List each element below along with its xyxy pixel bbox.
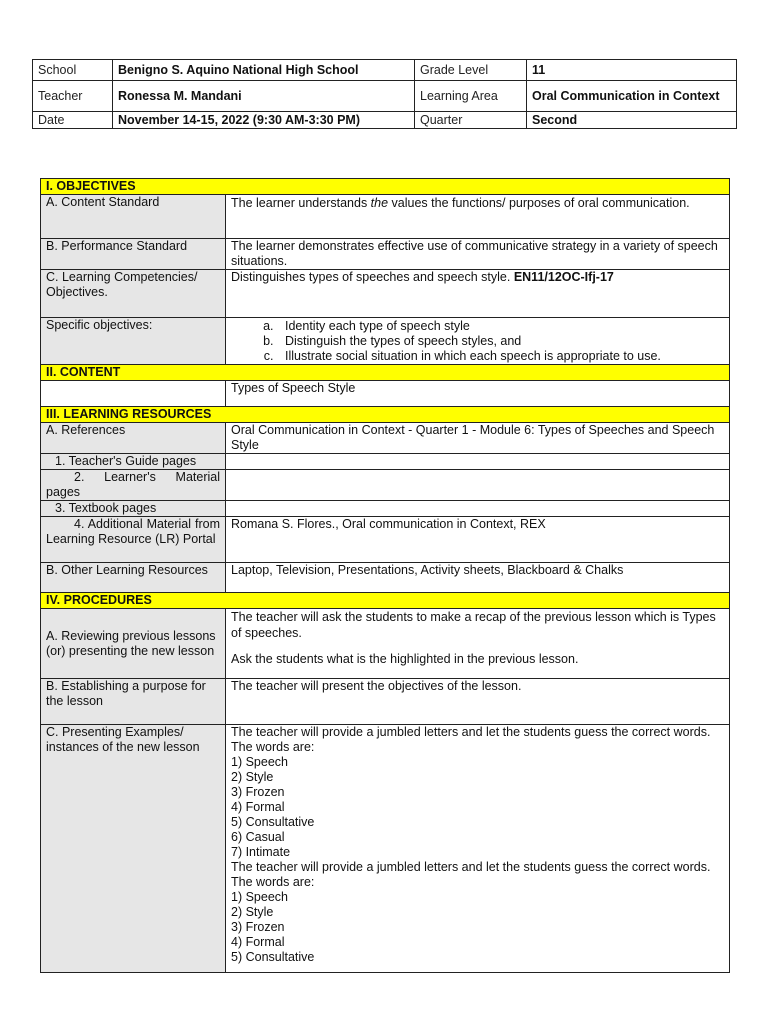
list-item: 4) Formal (231, 800, 285, 814)
list-item: 6) Casual (231, 830, 285, 844)
other-resources-label: B. Other Learning Resources (41, 563, 226, 593)
learning-area-value: Oral Communication in Context (527, 81, 737, 112)
quarter-value: Second (527, 112, 737, 129)
establishing-purpose-value: The teacher will present the objectives of the lesson. (226, 679, 730, 725)
list-item: 3) Frozen (231, 920, 285, 934)
learning-resources-heading: III. LEARNING RESOURCES (41, 407, 730, 423)
content-blank-cell (41, 381, 226, 407)
date-label: Date (33, 112, 113, 129)
quarter-label: Quarter (415, 112, 527, 129)
other-resources-value: Laptop, Television, Presentations, Activity sheets, Blackboard & Chalks (226, 563, 730, 593)
teacher-label: Teacher (33, 81, 113, 112)
teachers-guide-value (226, 454, 730, 470)
procedures-heading: IV. PROCEDURES (41, 593, 730, 609)
additional-material-label: 4. Additional Material from Learning Resource (LR) Portal (41, 517, 226, 563)
presenting-examples-value: The teacher will provide a jumbled letters and let the students guess the correct words. The words are: 1) Speech 2) Style 3) Frozen 4) Formal 5) Consultative 6) Casual 7) Intimate The teacher will provide a jumbled letters and let the students guess the correct words. The words are: 1) Speech 2) Style 3) Frozen 4) Formal 5) Consultative (226, 725, 730, 973)
references-label: A. References (41, 423, 226, 454)
content-value: Types of Speech Style (226, 381, 730, 407)
learners-material-label: 2. Learner's Material pages (41, 470, 226, 501)
learning-competencies-value: Distinguishes types of speeches and speech style. EN11/12OC-Ifj-17 (226, 270, 730, 318)
competency-code: EN11/12OC-Ifj-17 (513, 270, 614, 284)
list-item: 1) Speech (231, 890, 288, 904)
date-value: November 14-15, 2022 (9:30 AM-3:30 PM) (113, 112, 415, 129)
list-item: 5) Consultative (231, 950, 315, 964)
list-item: b. Distinguish the types of speech styles, and (277, 334, 724, 349)
school-label: School (33, 60, 113, 81)
grade-level-label: Grade Level (415, 60, 527, 81)
list-item: 2) Style (231, 905, 274, 919)
school-value: Benigno S. Aquino National High School (113, 60, 415, 81)
grade-level-value: 11 (527, 60, 737, 81)
teacher-value: Ronessa M. Mandani (113, 81, 415, 112)
textbook-pages-label: 3. Textbook pages (41, 501, 226, 517)
performance-standard-value: The learner demonstrates effective use of communicative strategy in a variety of speech situations. (226, 239, 730, 270)
performance-standard-label: B. Performance Standard (41, 239, 226, 270)
list-item: c. Illustrate social situation in which each speech is appropriate to use. (277, 349, 724, 364)
teachers-guide-label: 1. Teacher's Guide pages (41, 454, 226, 470)
content-heading: II. CONTENT (41, 365, 730, 381)
list-item: 7) Intimate (231, 845, 291, 859)
additional-material-value: Romana S. Flores., Oral communication in Context, REX (226, 517, 730, 563)
objectives-heading: I. OBJECTIVES (41, 179, 730, 195)
specific-objectives-label: Specific objectives: (41, 318, 226, 365)
establishing-purpose-label: B. Establishing a purpose for the lesson (41, 679, 226, 725)
learning-competencies-label: C. Learning Competencies/ Objectives. (41, 270, 226, 318)
list-item: a. Identity each type of speech style (277, 319, 724, 334)
content-standard-value: The learner understands the values the functions/ purposes of oral communication. (226, 195, 730, 239)
reviewing-lesson-label: A. Reviewing previous lessons (or) presenting the new lesson (41, 609, 226, 679)
content-standard-label: A. Content Standard (41, 195, 226, 239)
list-item: 3) Frozen (231, 785, 285, 799)
learning-area-label: Learning Area (415, 81, 527, 112)
presenting-examples-label: C. Presenting Examples/ instances of the new lesson (41, 725, 226, 973)
lesson-plan-table (40, 178, 730, 973)
header-table (32, 59, 737, 129)
list-item: 1) Speech (231, 755, 288, 769)
list-item: 5) Consultative (231, 815, 315, 829)
textbook-pages-value (226, 501, 730, 517)
list-item: 4) Formal (231, 935, 285, 949)
list-item: 2) Style (231, 770, 274, 784)
learners-material-value (226, 470, 730, 501)
reviewing-lesson-value: The teacher will ask the students to make a recap of the previous lesson which is Types of speeches. Ask the students what is the highlighted in the previous lesson. (226, 609, 730, 679)
specific-objectives-list (226, 318, 730, 365)
references-value: Oral Communication in Context - Quarter 1 - Module 6: Types of Speeches and Speech Style (226, 423, 730, 454)
